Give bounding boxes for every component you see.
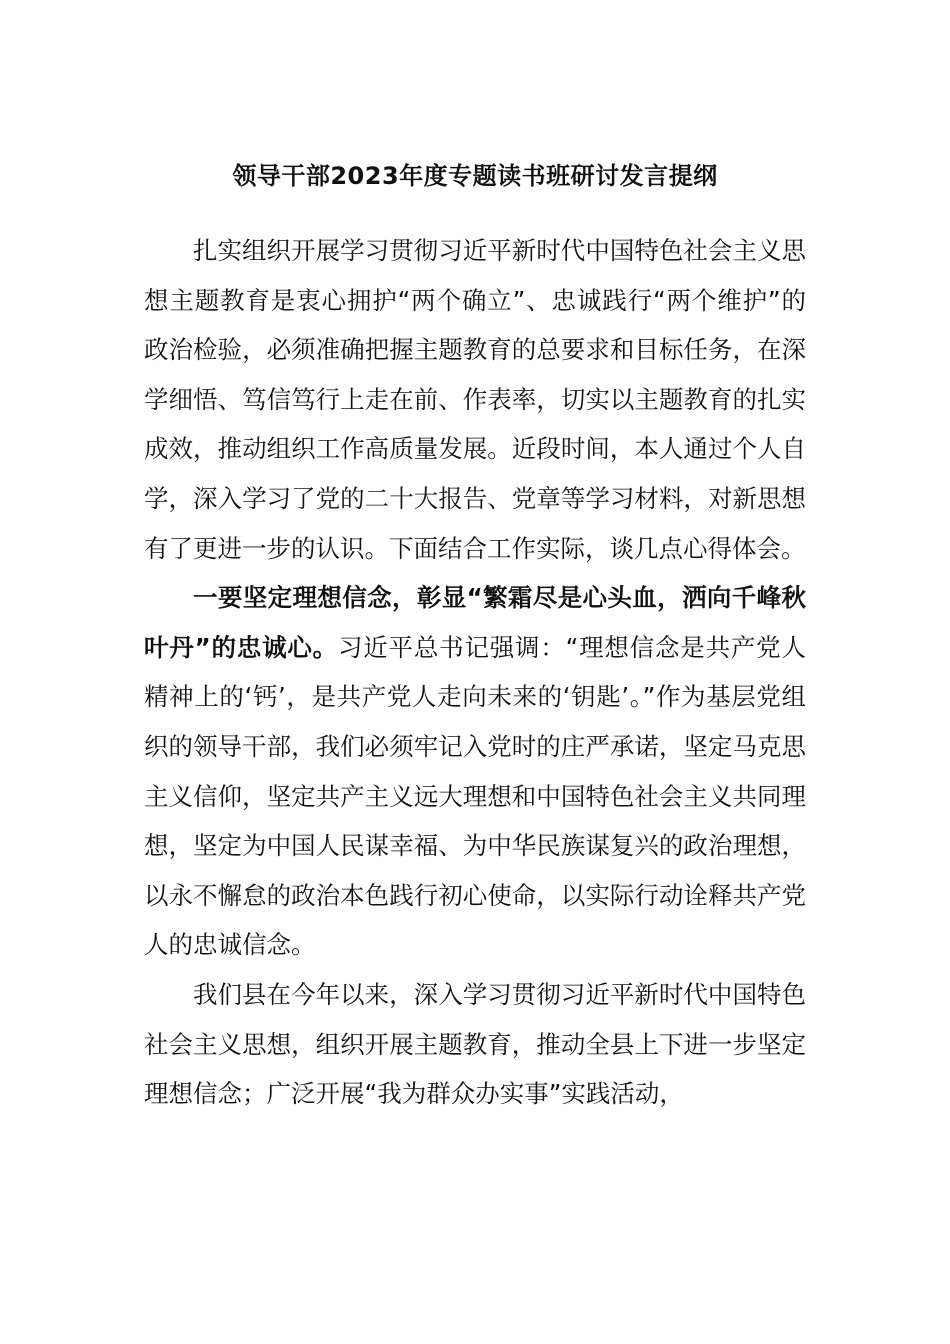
paragraph-lead-heading: 一要坚定理想信念，彰显“繁霜尽是心头血，洒向千峰秋叶丹”的忠诚心。 — [144, 583, 806, 662]
document-title: 领导干部2023年度专题读书班研讨发言提纲 — [232, 162, 718, 190]
paragraph-text: 扎实组织开展学习贯彻习近平新时代中国特色社会主义思想主题教育是衷心拥护“两个确立”、忠诚践行“两个维护”的政治检验，必须准确把握主题教育的总要求和目标任务，在深学细悟、笃信笃行上走在前、作表率，切实以主题教育的扎实成效，推动组织工作高质量发展。近段时间，本人通过个人自学，深入学习了党的二十大报告、党章等学习材料，对新思想有了更进一步的认识。下面结合工作实际，谈几点心得体会。 — [144, 236, 806, 563]
paragraph-point-one — [144, 573, 806, 970]
paragraph-county-practice — [144, 970, 806, 1119]
paragraph-intro — [144, 226, 806, 573]
paragraph-text: 我们县在今年以来，深入学习贯彻习近平新时代中国特色社会主义思想，组织开展主题教育，推动全县上下进一步坚定理想信念；广泛开展“我为群众办实事”实践活动， — [144, 979, 806, 1109]
document-body — [144, 226, 806, 1119]
paragraph-text: 习近平总书记强调：“理想信念是共产党人精神上的‘钙’，是共产党人走向未来的‘钥匙’。”作为基层党组织的领导干部，我们必须牢记入党时的庄严承诺，坚定马克思主义信仰，坚定共产主义远大理想和中国特色社会主义共同理想，坚定为中国人民谋幸福、为中华民族谋复兴的政治理想，以永不懈怠的政治本色践行初心使命，以实际行动诠释共产党人的忠诚信念。 — [144, 632, 806, 960]
